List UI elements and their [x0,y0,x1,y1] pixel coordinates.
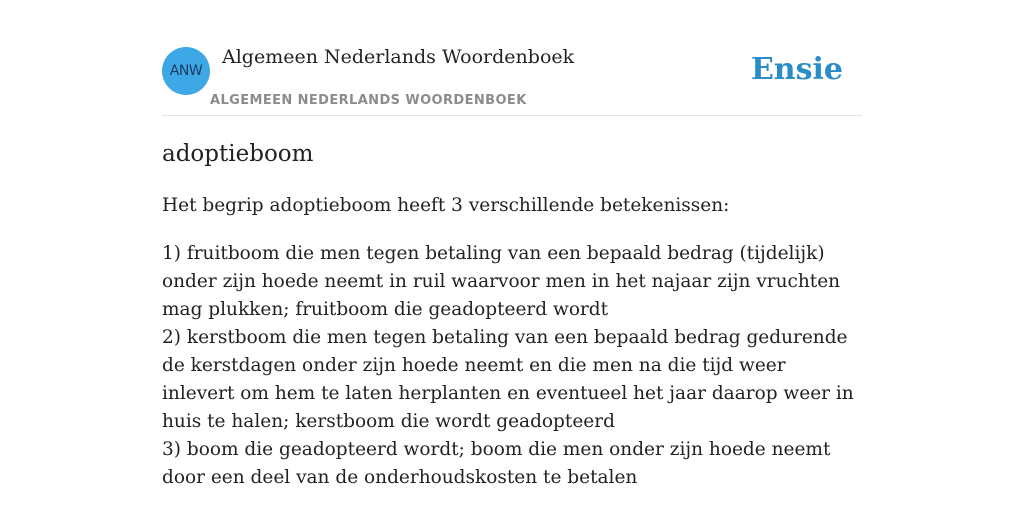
page-title: adoptieboom [162,141,314,167]
definition-list [162,240,862,492]
source-title[interactable]: Algemeen Nederlands Woordenboek [222,46,575,68]
definition-item: 3) boom die geadopteerd wordt; boom die men onder zijn hoede neemt door een deel van de onderhoudskosten te betalen [162,439,831,488]
definition-item: 2) kerstboom die men tegen betaling van een bepaald bedrag gedurende de kerstdagen onder zijn hoede neemt en die men na die tijd weer inlevert om hem te laten herplanten en eventueel het jaar daarop weer in huis te halen; kerstboom die wordt geadopteerd [162,327,854,432]
anw-logo-icon[interactable] [162,47,210,95]
definition-item: 1) fruitboom die men tegen betaling van een bepaald bedrag (tijdelijk) onder zijn hoede neemt in ruil waarvoor men in het najaar zijn vruchten mag plukken; fruitboom die geadopteerd wordt [162,243,841,320]
intro-text: Het begrip adoptieboom heeft 3 verschillende betekenissen: [162,195,730,216]
header-divider [162,115,862,116]
ensie-brand-logo[interactable]: Ensie [750,52,843,87]
source-subtitle: ALGEMEEN NEDERLANDS WOORDENBOEK [210,93,527,108]
logo-text: ANW [169,63,203,79]
